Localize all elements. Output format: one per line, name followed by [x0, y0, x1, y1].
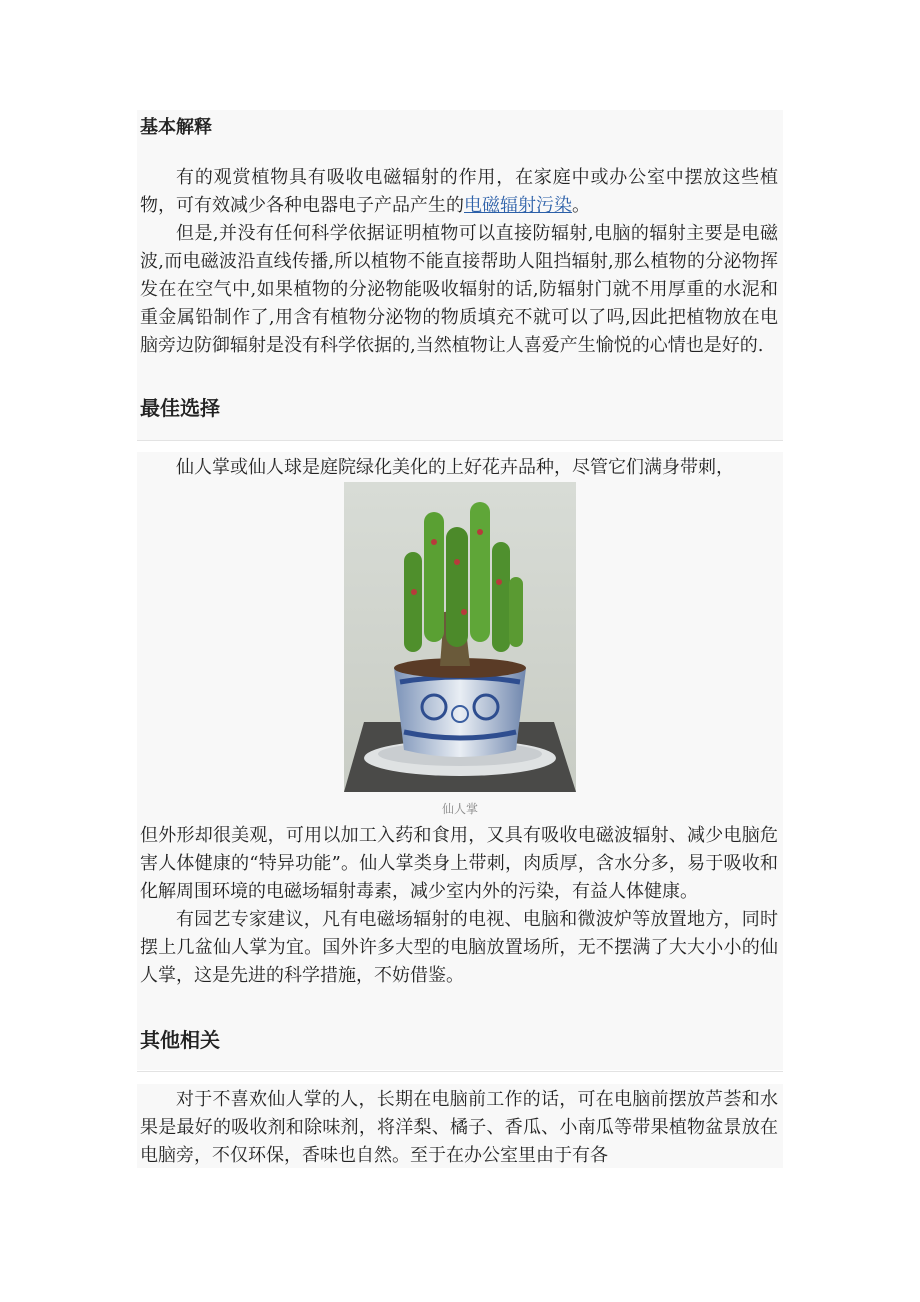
image-caption: 仙人掌 [441, 802, 478, 816]
section-other [137, 1084, 783, 1168]
heading-basic: 基本解释 [140, 117, 212, 138]
paragraph-best-1-start: 仙人掌或仙人球是庭院绿化美化的上好花卉品种，尽管它们满身带刺， [176, 457, 734, 478]
cactus-image [344, 482, 576, 792]
heading-best: 最佳选择 [140, 396, 220, 420]
paragraph-other-1: 对于不喜欢仙人掌的人，长期在电脑前工作的话，可在电脑前摆放芦荟和水果是最好的吸收剂和除味剂，将洋梨、橘子、香瓜、小南瓜等带果植物盆景放在电脑旁，不仅环保，香味也自然。至于在办公室里由于有各 [140, 1089, 778, 1166]
divider-best [137, 440, 783, 441]
section-best [137, 452, 783, 1070]
link-emr-pollution[interactable]: 电磁辐射污染 [464, 195, 572, 216]
paragraph-best-1-cont: 但外形却很美观，可用以加工入药和食用，又具有吸收电磁波辐射、减少电脑危害人体健康的“特异功能”。仙人掌类身上带刺，肉质厚，含水分多，易于吸收和化解周围环境的电磁场辐射毒素，减少室内外的污染，有益人体健康。 [140, 825, 778, 902]
paragraph-basic-2: 但是,并没有任何科学依据证明植物可以直接防辐射,电脑的辐射主要是电磁波,而电磁波沿直线传播,所以植物不能直接帮助人阻挡辐射,那么植物的分泌物挥发在在空气中,如果植物的分泌物能吸收辐射的话,防辐射门就不用厚重的水泥和重金属铅制作了,用含有植物分泌物的物质填充不就可以了吗,因此把植物放在电脑旁边防御辐射是没有科学依据的,当然植物让人喜爱产生愉悦的心情也是好的. [140, 223, 778, 356]
cactus-picture [344, 482, 576, 792]
paragraph-basic-1-end: 。 [572, 195, 590, 216]
divider-other [137, 1071, 783, 1072]
paragraph-basic-1-text: 有的观赏植物具有吸收电磁辐射的作用，在家庭中或办公室中摆放这些植物，可有效减少各种电器电子产品产生的 [140, 167, 778, 216]
paragraph-basic-1 [140, 164, 778, 220]
paragraph-best-2: 有园艺专家建议，凡有电磁场辐射的电视、电脑和微波炉等放置地方，同时摆上几盆仙人掌为宜。国外许多大型的电脑放置场所，无不摆满了大大小小的仙人掌，这是先进的科学措施，不妨借鉴。 [140, 909, 778, 986]
section-basic [137, 110, 783, 440]
heading-other: 其他相关 [140, 1028, 220, 1052]
